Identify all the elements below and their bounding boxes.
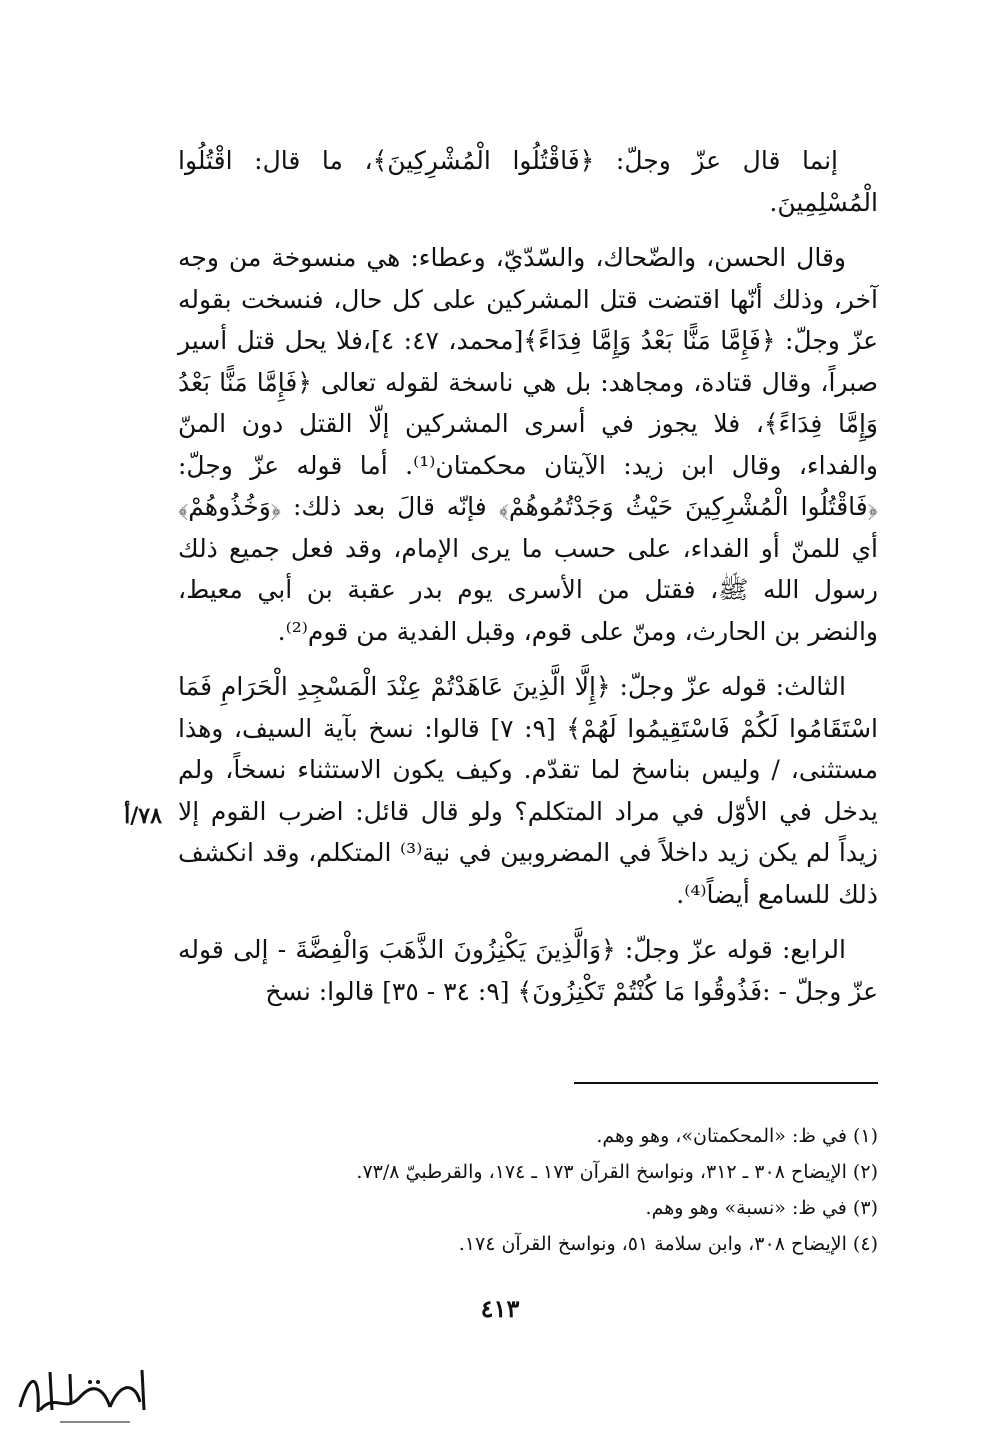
footnote-2: (٢) الإيضاح ٣٠٨ ـ ٣١٢، ونواسخ القرآن ١٧٣ ـ ١٧٤، والقرطبيّ ٧٣/٨. [356,1161,878,1183]
page-number: ٤١٣ [480,1294,520,1323]
calligraphy-logo-icon [10,1352,160,1432]
footnote-separator [574,1082,878,1084]
calligraphy-logo [10,1352,160,1432]
footnotes [178,1118,878,1262]
paragraph-1: إنما قال عزّ وجلّ: ﴿فَاقْتُلُوا الْمُشْرِكِينَ﴾، ما قال: اقْتُلُوا الْمُسْلِمِينَ. [178,146,878,217]
manuscript-folio-note: ٧٨/أ [124,803,162,829]
paragraph-4: الرابع: قوله عزّ وجلّ: ﴿وَالَّذِينَ يَكْنِزُونَ الذَّهَبَ وَالْفِضَّةَ - إلى قوله عزّ وجلّ - :فَذُوقُوا مَا كُنْتُمْ تَكْنِزُونَ﴾ [٩: ٣٤ - ٣٥] قالوا: نسخ [178,935,878,1006]
main-text [178,140,878,1026]
footnote-4: (٤) الإيضاح ٣٠٨، وابن سلامة ٥١، ونواسخ القرآن ١٧٤. [458,1233,878,1255]
paragraph-3: الثالث: قوله عزّ وجلّ: ﴿إِلَّا الَّذِينَ عَاهَدْتُمْ عِنْدَ الْمَسْجِدِ الْحَرَامِ فَمَا اسْتَقَامُوا لَكُمْ فَاسْتَقِيمُوا لَهُمْ﴾ [٩: ٧] قالوا: نسخ بآية السيف، وهذا مستثنى، / وليس بناسخ لما تقدّم. وكيف يكون الاستثناء نسخاً، ولم يدخل في الأوّل في مراد المتكلم؟ ولو قال قائل: اضرب القوم إلا زيداً لم يكن زيد داخلاً في المضروبين في نية⁽³⁾ المتكلم، وقد انكشف ذلك للسامع أيضاً⁽⁴⁾. [178,672,879,909]
paragraph-2: وقال الحسن، والضّحاك، والسّدّيّ، وعطاء: هي منسوخة من وجه آخر، وذلك أنّها اقتضت قتل المشركين على كل حال، فنسخت بقوله عزّ وجلّ: ﴿فَإِمَّا مَنًّا بَعْدُ وَإِمَّا فِدَاءً﴾[محمد، ٤٧: ٤]،فلا يحل قتل أسير صبراً، وقال قتادة، ومجاهد: بل هي ناسخة لقوله تعالى ﴿فَإِمَّا مَنًّا بَعْدُ وَإِمَّا فِدَاءً﴾، فلا يجوز في أسرى المشركين إلّا القتل دون المنّ والفداء، وقال ابن زيد: الآيتان محكمتان⁽¹⁾. أما قوله عزّ وجلّ: ﴿فَاقْتُلُوا الْمُشْرِكِينَ حَيْثُ وَجَدْتُمُوهُمْ﴾ فإنّه قالَ بعد ذلك: ﴿وَخُذُوهُمْ﴾ أي للمنّ أو الفداء، على حسب ما يرى الإمام، وقد فعل جميع ذلك رسول الله ﷺ، فقتل من الأسرى يوم بدر عقبة بن أبي معيط، والنضر بن الحارث، ومنّ على قوم، وقبل الفدية من قوم⁽²⁾. [178,243,879,646]
footnote-3: (٣) في ظ: «نسبة» وهو وهم. [645,1197,878,1219]
footnote-1: (١) في ظ: «المحكمتان»، وهو وهم. [596,1125,878,1147]
